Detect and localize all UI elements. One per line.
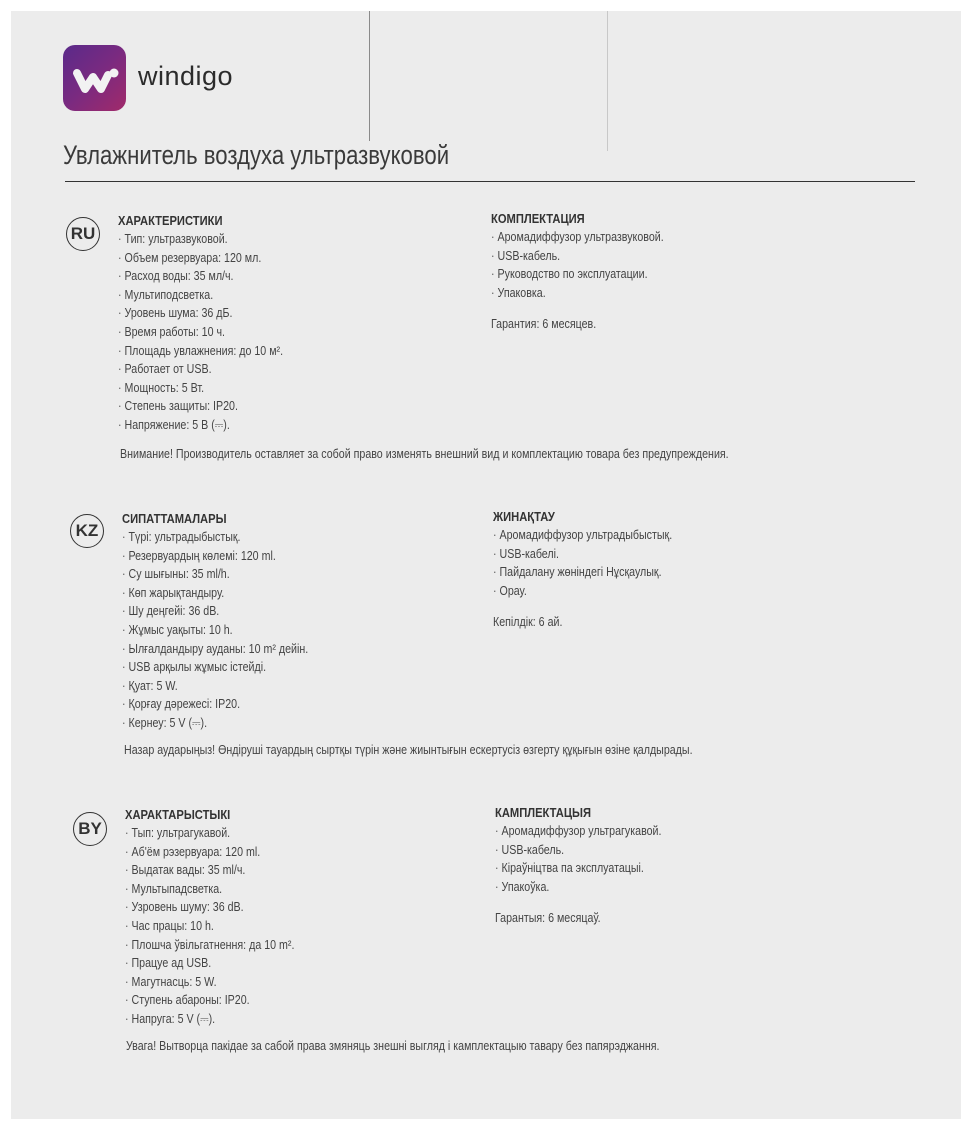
spec-item: · Су шығыны: 35 ml/h. <box>122 565 308 584</box>
spec-item: · Площадь увлажнения: до 10 м². <box>118 342 283 361</box>
specs-heading: ХАРАКТАРЫСТЫКІ <box>125 807 231 822</box>
fold-line <box>369 11 370 141</box>
kit-item: · Кіраўніцтва па эксплуатацыі. <box>495 859 661 878</box>
spec-item: · Час працы: 10 h. <box>125 917 294 936</box>
kit-item: · Аромадиффузор ультразвуковой. <box>491 228 664 247</box>
notice-text: Назар аударыңыз! Өндіруші тауардың сыртқы түрін және жиынтығын ескертусіз өзгерту құқығын өзіне қалдырады. <box>124 742 693 757</box>
warranty-text: Гарантыя: 6 месяцаў. <box>495 910 601 926</box>
spec-item: · Напряжение: 5 В (⎓). <box>118 416 283 435</box>
kit-item: · Пайдалану жөніндегі Нұсқаулық. <box>493 563 672 582</box>
spec-item: · Аб'ём рэзервуара: 120 ml. <box>125 843 294 862</box>
specs-heading: ХАРАКТЕРИСТИКИ <box>118 213 223 228</box>
spec-item: · Жұмыс уақыты: 10 h. <box>122 621 308 640</box>
spec-item: · Резервуардың көлемі: 120 ml. <box>122 547 308 566</box>
lang-badge-kz: KZ <box>70 514 104 548</box>
kit-heading: КАМПЛЕКТАЦЫЯ <box>495 805 591 820</box>
kit-column <box>491 210 702 334</box>
kit-heading: КОМПЛЕКТАЦИЯ <box>491 211 585 226</box>
notice-text: Увага! Вытворца пакідае за сабой права змяняць знешні выгляд і камплектацыю тавару без папярэджання. <box>126 1038 660 1053</box>
warranty-text: Кепілдік: 6 ай. <box>493 614 563 630</box>
spec-item: · Время работы: 10 ч. <box>118 323 283 342</box>
kit-item: · Аромадиффузор ультрагукавой. <box>495 822 661 841</box>
spec-item: · Шу деңгейі: 36 dB. <box>122 602 308 621</box>
kit-item: · USB-кабель. <box>491 247 664 266</box>
kit-item: · Аромадиффузор ультрадыбыстық. <box>493 526 672 545</box>
spec-item: · Мультыпадсветка. <box>125 880 294 899</box>
brand-name: windigo <box>138 61 234 91</box>
spec-item: · Тип: ультразвуковой. <box>118 230 283 249</box>
spec-item: · Тып: ультрагукавой. <box>125 824 294 843</box>
spec-item: · USB арқылы жұмыс істейді. <box>122 658 308 677</box>
windigo-logo-icon <box>63 45 126 111</box>
lang-badge-by: BY <box>73 812 107 846</box>
notice-text: Внимание! Производитель оставляет за собой право изменять внешний вид и комплектацию товара без предупреждения. <box>120 446 729 461</box>
spec-item: · Плошча ўвільгатнення: да 10 m². <box>125 936 294 955</box>
kit-heading: ЖИНАҚТАУ <box>493 509 555 524</box>
spec-item: · Мощность: 5 Вт. <box>118 379 283 398</box>
kit-item: · USB-кабель. <box>495 841 661 860</box>
specs-column <box>122 510 349 733</box>
spec-item: · Выдатак вады: 35 ml/ч. <box>125 861 294 880</box>
spec-item: · Қуат: 5 W. <box>122 677 308 696</box>
warranty-text: Гарантия: 6 месяцев. <box>491 316 597 332</box>
spec-item: · Кернеу: 5 V (⎓). <box>122 714 308 733</box>
title-divider <box>65 181 915 182</box>
document-sheet <box>11 11 961 1119</box>
specs-heading: СИПАТТАМАЛАРЫ <box>122 511 227 526</box>
lang-badge-ru: RU <box>66 217 100 251</box>
spec-item: · Көп жарықтандыру. <box>122 584 308 603</box>
spec-item: · Работает от USB. <box>118 360 283 379</box>
spec-item: · Узровень шуму: 36 dB. <box>125 898 294 917</box>
spec-item: · Ступень абароны: IP20. <box>125 991 294 1010</box>
specs-column <box>125 806 332 1029</box>
page-title: Увлажнитель воздуха ультразвуковой <box>63 140 450 170</box>
spec-item: · Уровень шума: 36 дБ. <box>118 304 283 323</box>
kit-column <box>495 804 698 928</box>
kit-item: · Руководство по эксплуатации. <box>491 265 664 284</box>
specs-column <box>118 212 319 435</box>
spec-item: · Напруга: 5 V (⎓). <box>125 1010 294 1029</box>
spec-item: · Магутнасць: 5 W. <box>125 973 294 992</box>
kit-item: · Упакоўка. <box>495 878 661 897</box>
spec-item: · Степень защиты: IP20. <box>118 397 283 416</box>
spec-item: · Объем резервуара: 120 мл. <box>118 249 283 268</box>
spec-item: · Қорғау дәрежесі: IP20. <box>122 695 308 714</box>
spec-item: · Расход воды: 35 мл/ч. <box>118 267 283 286</box>
fold-line <box>607 11 608 151</box>
spec-item: · Працуе ад USB. <box>125 954 294 973</box>
kit-column <box>493 508 712 632</box>
spec-item: · Мультиподсветка. <box>118 286 283 305</box>
kit-item: · Орау. <box>493 582 672 601</box>
kit-item: · Упаковка. <box>491 284 664 303</box>
spec-item: · Түрі: ультрадыбыстық. <box>122 528 308 547</box>
spec-item: · Ылғалдандыру ауданы: 10 m² дейін. <box>122 640 308 659</box>
kit-item: · USB-кабелі. <box>493 545 672 564</box>
